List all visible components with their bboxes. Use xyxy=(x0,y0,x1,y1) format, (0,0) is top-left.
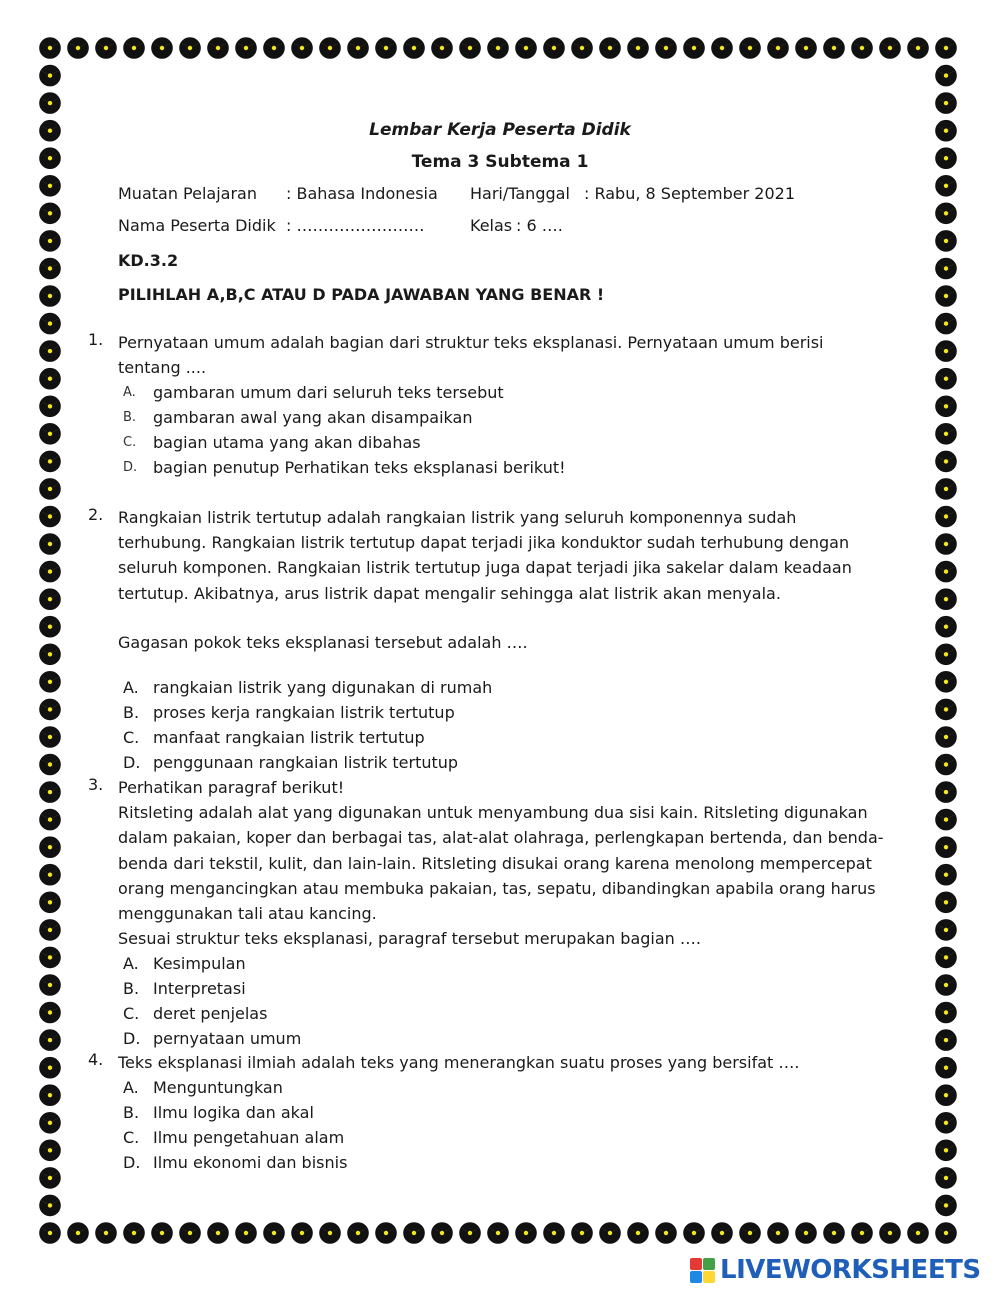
question-number: 1. xyxy=(88,330,104,349)
question-text: Rangkaian listrik tertutup adalah rangkaian listrik yang seluruh komponennya sudah terhubung. Rangkaian listrik tertutup dapat terjadi jika konduktor sudah terhubung dengan seluruh komponen. Rangkaian listrik tertutup juga dapat terjadi jika sakelar dalam keadaan tertutup. Akibatnya, arus listrik dapat mengalir sehingga alat listrik akan menyala. xyxy=(118,508,852,603)
option-text: pernyataan umum xyxy=(153,1029,302,1049)
option-text: Ilmu pengetahuan alam xyxy=(153,1128,345,1148)
subject-value: : Bahasa Indonesia xyxy=(286,184,438,203)
logo-square-green xyxy=(703,1258,715,1270)
question-text: Teks eksplanasi ilmiah adalah teks yang menerangkan suatu proses yang bersifat …. xyxy=(118,1053,800,1072)
question-intro: Perhatikan paragraf berikut! xyxy=(118,778,345,797)
logo-square-red xyxy=(690,1258,702,1270)
question-number: 4. xyxy=(88,1050,104,1069)
worksheet-subtitle: Tema 3 Subtema 1 xyxy=(411,152,589,172)
option-text: rangkaian listrik yang digunakan di rumah xyxy=(153,678,493,698)
option-text: manfaat rangkaian listrik tertutup xyxy=(153,728,425,748)
question-4 xyxy=(88,1050,888,1175)
name-value: : …………………… xyxy=(286,216,425,235)
option-text: Interpretasi xyxy=(153,979,246,999)
question-1 xyxy=(88,330,888,480)
date-value: : Rabu, 8 September 2021 xyxy=(584,184,796,203)
option-text: gambaran awal yang akan disampaikan xyxy=(153,408,473,428)
question-3 xyxy=(88,775,888,1051)
question-text: Ritsleting adalah alat yang digunakan untuk menyambung dua sisi kain. Ritsleting digunakan dalam pakaian, koper dan berbagai tas, alat-alat olahraga, perlengkapan bertenda, dan benda-benda dari tekstil, kulit, dan lain-lain. Ritsleting disukai orang karena menolong mempercepat orang mengancingkan atau membuka pakaian, tas, sepatu, dibandingkan apabila orang harus menggunakan tali atau kancing. xyxy=(118,803,884,924)
option-d[interactable] xyxy=(118,455,888,480)
option-text: bagian penutup Perhatikan teks eksplanasi berikut! xyxy=(153,458,566,478)
class-label: Kelas xyxy=(470,216,513,235)
option-text: Ilmu ekonomi dan bisnis xyxy=(153,1153,348,1173)
option-list xyxy=(118,951,888,1051)
option-c[interactable] xyxy=(118,725,888,750)
question-prompt: Gagasan pokok teks eksplanasi tersebut adalah …. xyxy=(118,632,528,652)
option-b[interactable] xyxy=(118,976,888,1001)
logo-square-blue xyxy=(690,1271,702,1283)
subject-label: Muatan Pelajaran xyxy=(118,184,257,203)
option-letter: D. xyxy=(123,753,141,773)
option-letter: A. xyxy=(123,678,139,698)
question-number: 2. xyxy=(88,505,104,524)
option-letter: D. xyxy=(123,1029,141,1049)
option-list xyxy=(118,380,888,480)
logo-square-yellow xyxy=(703,1271,715,1283)
option-a[interactable] xyxy=(118,1075,888,1100)
option-letter: A. xyxy=(123,1078,139,1098)
worksheet-title: Lembar Kerja Peserta Didik xyxy=(369,120,631,140)
option-letter: C. xyxy=(123,1004,140,1024)
option-letter: C. xyxy=(123,435,137,451)
option-text: gambaran umum dari seluruh teks tersebut xyxy=(153,383,504,403)
name-label: Nama Peserta Didik xyxy=(118,216,276,235)
liveworksheets-logo[interactable] xyxy=(690,1254,981,1286)
logo-badge-icon xyxy=(690,1258,715,1283)
question-number: 3. xyxy=(88,775,104,794)
kd-code: KD.3.2 xyxy=(118,251,179,270)
option-letter: C. xyxy=(123,1128,140,1148)
option-letter: D. xyxy=(123,460,138,476)
date-label: Hari/Tanggal xyxy=(470,184,570,203)
option-text: Menguntungkan xyxy=(153,1078,283,1098)
option-d[interactable] xyxy=(118,750,888,775)
option-letter: B. xyxy=(123,410,137,426)
option-a[interactable] xyxy=(118,380,888,405)
option-letter: B. xyxy=(123,979,140,999)
option-letter: B. xyxy=(123,1103,140,1123)
logo-text: LIVEWORKSHEETS xyxy=(720,1255,981,1285)
option-list xyxy=(118,675,888,775)
option-text: proses kerja rangkaian listrik tertutup xyxy=(153,703,455,723)
question-2 xyxy=(88,505,888,775)
class-value: : 6 …. xyxy=(516,216,563,235)
question-text: Pernyataan umum adalah bagian dari struktur teks eksplanasi. Pernyataan umum berisi tentang .... xyxy=(118,333,824,378)
option-a[interactable] xyxy=(118,675,888,700)
option-text: penggunaan rangkaian listrik tertutup xyxy=(153,753,459,773)
option-letter: B. xyxy=(123,703,140,723)
option-text: deret penjelas xyxy=(153,1004,268,1024)
option-c[interactable] xyxy=(118,430,888,455)
option-letter: D. xyxy=(123,1153,141,1173)
option-text: bagian utama yang akan dibahas xyxy=(153,433,421,453)
option-b[interactable] xyxy=(118,405,888,430)
option-text: Kesimpulan xyxy=(153,954,246,974)
option-c[interactable] xyxy=(118,1001,888,1026)
option-d[interactable] xyxy=(118,1026,888,1051)
question-prompt: Sesuai struktur teks eksplanasi, paragraf tersebut merupakan bagian …. xyxy=(118,929,701,949)
option-c[interactable] xyxy=(118,1125,888,1150)
option-letter: C. xyxy=(123,728,140,748)
option-text: Ilmu logika dan akal xyxy=(153,1103,314,1123)
option-a[interactable] xyxy=(118,951,888,976)
option-list xyxy=(118,1075,888,1175)
option-letter: A. xyxy=(123,954,139,974)
option-letter: A. xyxy=(123,385,136,401)
instruction: PILIHLAH A,B,C ATAU D PADA JAWABAN YANG BENAR ! xyxy=(118,285,605,304)
option-d[interactable] xyxy=(118,1150,888,1175)
option-b[interactable] xyxy=(118,700,888,725)
option-b[interactable] xyxy=(118,1100,888,1125)
